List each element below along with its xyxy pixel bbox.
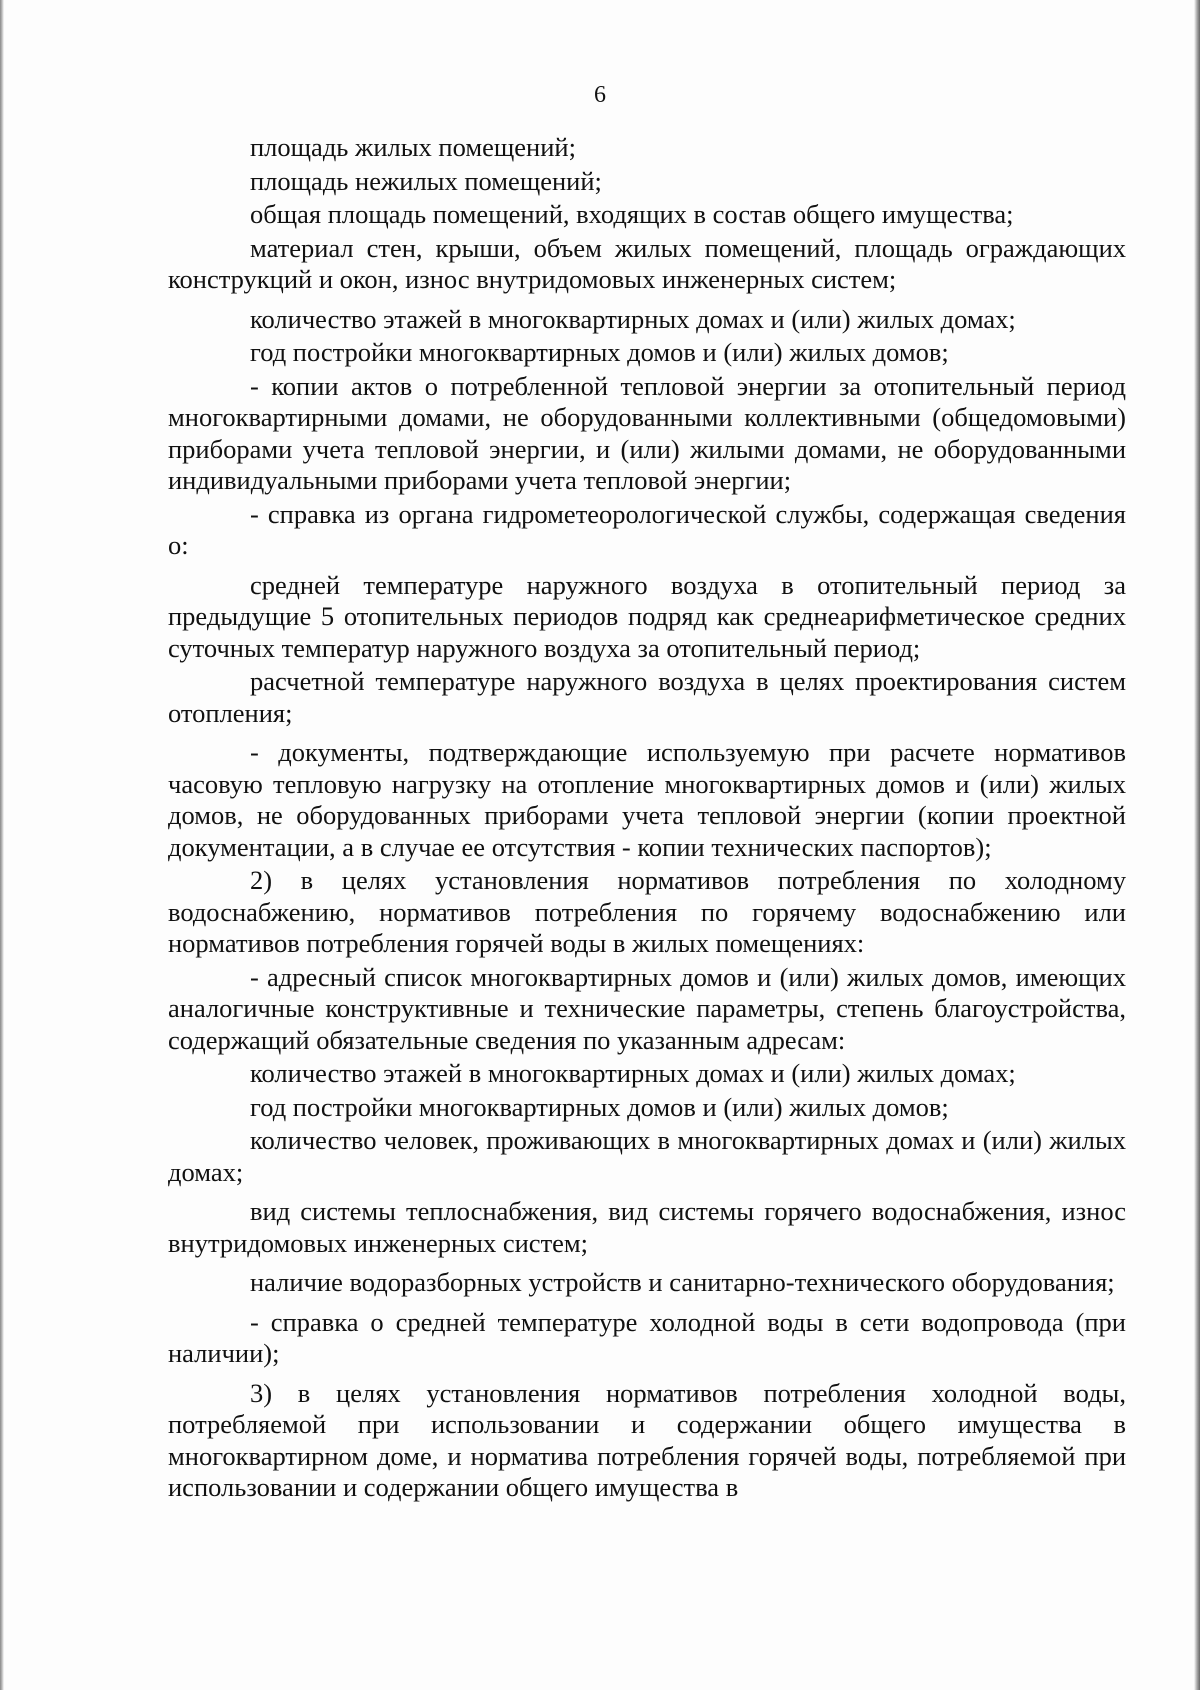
body-text (168, 132, 1126, 1506)
paragraph: 2) в целях установления нормативов потребления по холодному водоснабжению, нормативов потребления по горячему водоснабжению или нормативов потребления горячей воды в жилых помещениях: (168, 865, 1126, 958)
paragraph: - копии актов о потребленной тепловой энергии за отопительный период многоквартирными домами, не оборудованными коллективными (общедомовыми) приборами учета тепловой энергии, и (или) жилыми домами, не оборудованными индивидуальными приборами учета тепловой энергии; (168, 370, 1126, 495)
paragraph: количество этажей в многоквартирных домах и (или) жилых домах; (250, 303, 1016, 334)
paragraph: общая площадь помещений, входящих в состав общего имущества; (250, 199, 1014, 229)
paragraph: - справка из органа гидрометеорологической службы, содержащая сведения о: (168, 498, 1126, 560)
paragraph: средней температуре наружного воздуха в отопительный период за предыдущие 5 отопительных периодов подряд как среднеарифметическое средних суточных температур наружного воздуха за отопительный период; (168, 569, 1126, 663)
paragraph: количество человек, проживающих в многоквартирных домах и (или) жилых домах; (168, 1125, 1126, 1187)
paragraph: площадь жилых помещений; (250, 132, 576, 162)
paragraph: площадь нежилых помещений; (250, 165, 602, 196)
paragraph: - адресный список многоквартирных домов и (или) жилых домов, имеющих аналогичные конструктивные и технические параметры, степень благоустройства, содержащий обязательные сведения по указанным адресам: (168, 961, 1126, 1055)
paragraph: количество этажей в многоквартирных домах и (или) жилых домах; (250, 1058, 1016, 1088)
paragraph: год постройки многоквартирных домов и (или) жилых домов; (250, 337, 949, 367)
paragraph: вид системы теплоснабжения, вид системы горячего водоснабжения, износ внутридомовых инженерных систем; (168, 1196, 1126, 1258)
paragraph: наличие водоразборных устройств и санитарно-технического оборудования; (250, 1267, 1115, 1297)
scan-edge-left (0, 0, 4, 1690)
paragraph: расчетной температуре наружного воздуха в целях проектирования систем отопления; (168, 666, 1126, 728)
paragraph: - справка о средней температуре холодной воды в сети водопровода (при наличии); (168, 1306, 1126, 1368)
page-number: 6 (594, 82, 606, 108)
paragraph: 3) в целях установления нормативов потребления холодной воды, потребляемой при использовании и содержании общего имущества в многоквартирном доме, и норматива потребления горячей воды, потребляемой при использовании и содержании общего имущества в (168, 1377, 1126, 1502)
paragraph: год постройки многоквартирных домов и (или) жилых домов; (250, 1091, 949, 1122)
paragraph: - документы, подтверждающие используемую при расчете нормативов часовую тепловую нагрузку на отопление многоквартирных домов и (или) жилых домов, не оборудованных приборами учета тепловой энергии (копии проектной документации, а в случае ее отсутствия - копии технических паспортов); (168, 737, 1126, 862)
scan-edge-right (1194, 0, 1200, 1690)
paragraph: материал стен, крыши, объем жилых помещений, площадь ограждающих конструкций и окон, износ внутридомовых инженерных систем; (168, 232, 1126, 294)
